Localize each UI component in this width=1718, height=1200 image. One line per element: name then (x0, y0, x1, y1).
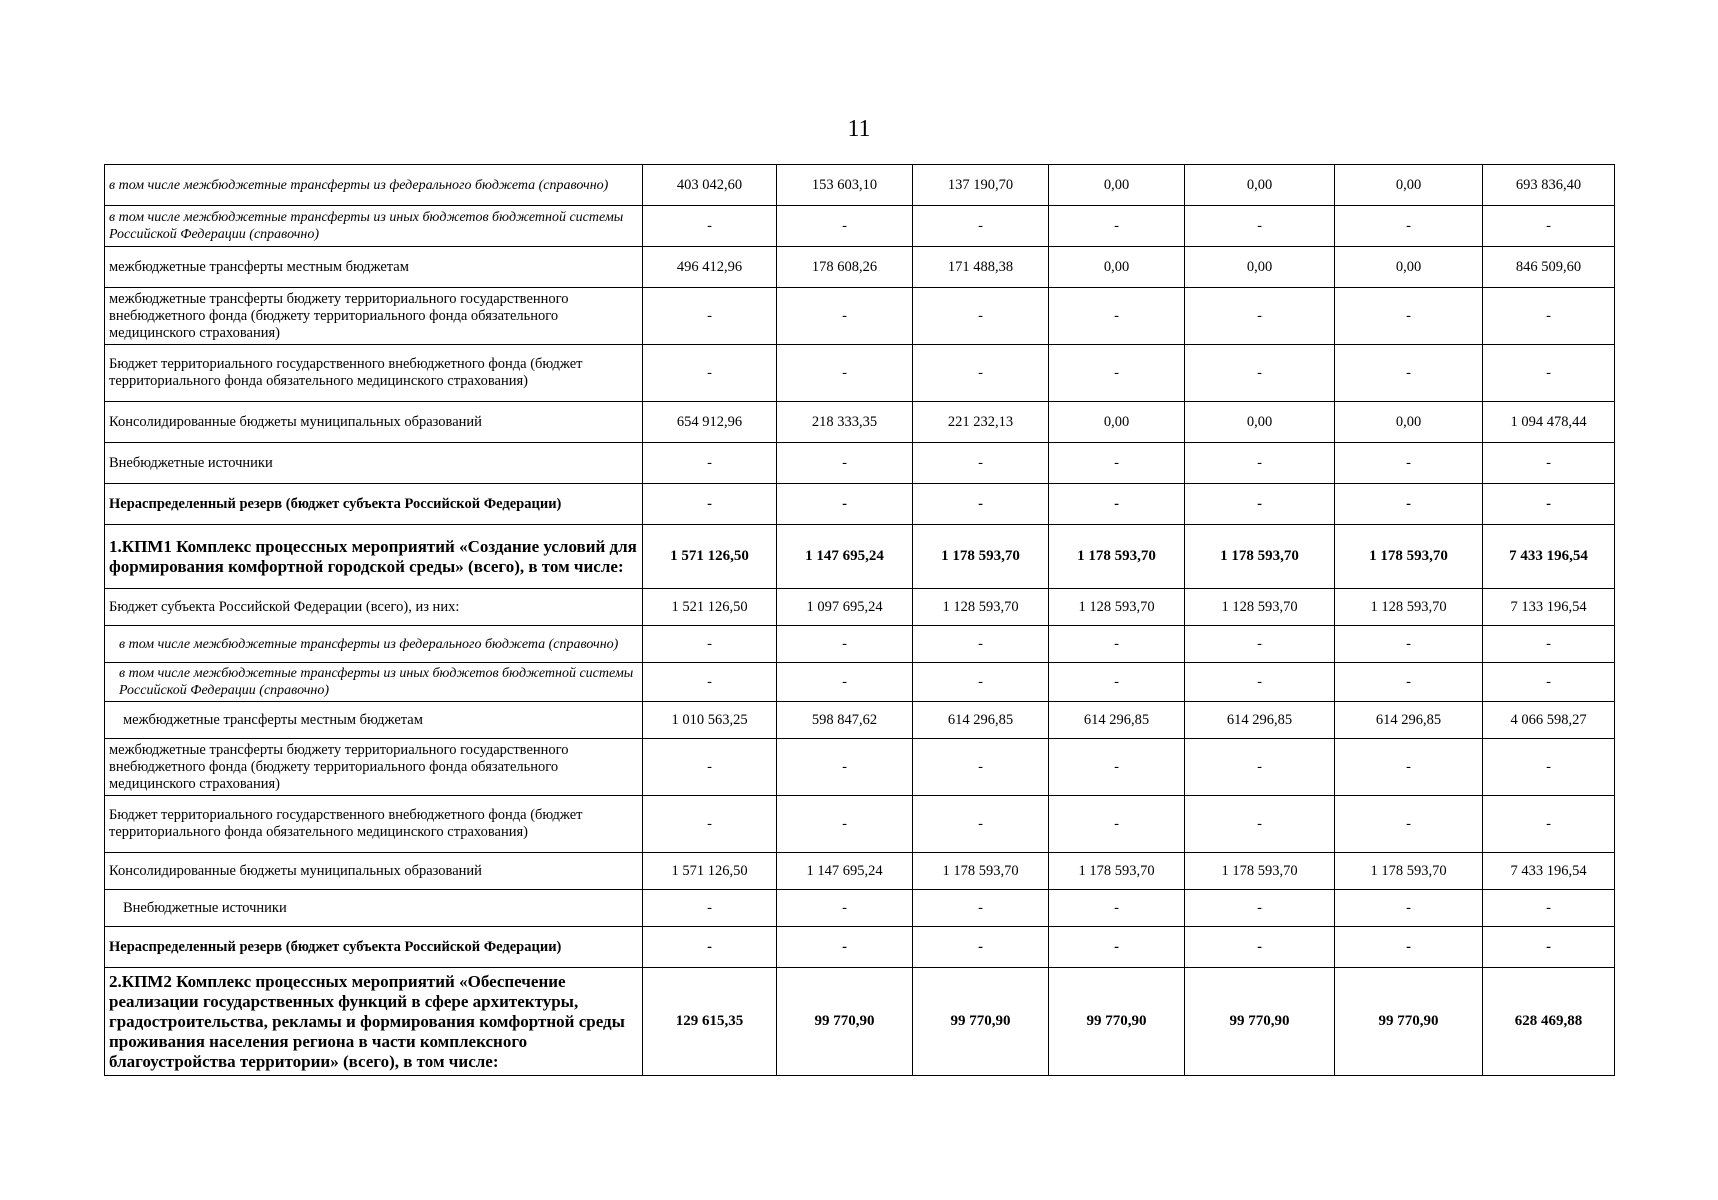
value-cell: 846 509,60 (1483, 247, 1615, 288)
value-cell: 99 770,90 (1049, 968, 1185, 1076)
value-cell: - (1185, 626, 1335, 663)
table-row (105, 288, 1615, 345)
value-cell: - (777, 443, 913, 484)
value-cell: - (1049, 739, 1185, 796)
value-cell: - (643, 663, 777, 702)
value-cell: - (913, 288, 1049, 345)
row-label: Бюджет территориального государственного внебюджетного фонда (бюджет территориального фонда обязательного медицинского страхования) (105, 345, 643, 402)
table-row (105, 165, 1615, 206)
row-label: межбюджетные трансферты бюджету территориального государственного внебюджетного фонда (бюджету территориального фонда обязательного медицинского страхования) (105, 739, 643, 796)
value-cell: - (1483, 288, 1615, 345)
value-cell: - (1185, 927, 1335, 968)
value-cell: 0,00 (1049, 165, 1185, 206)
value-cell: - (913, 890, 1049, 927)
value-cell: - (643, 626, 777, 663)
table-row (105, 702, 1615, 739)
table-row (105, 589, 1615, 626)
value-cell: - (1185, 345, 1335, 402)
value-cell: - (1483, 663, 1615, 702)
value-cell: - (1335, 288, 1483, 345)
value-cell: 4 066 598,27 (1483, 702, 1615, 739)
value-cell: 7 133 196,54 (1483, 589, 1615, 626)
value-cell: 99 770,90 (913, 968, 1049, 1076)
value-cell: 1 178 593,70 (1185, 525, 1335, 589)
value-cell: 1 521 126,50 (643, 589, 777, 626)
table-row (105, 968, 1615, 1076)
row-label: в том числе межбюджетные трансферты из федерального бюджета (справочно) (105, 626, 643, 663)
value-cell: 7 433 196,54 (1483, 525, 1615, 589)
value-cell: - (1049, 288, 1185, 345)
value-cell: - (1335, 890, 1483, 927)
value-cell: 1 147 695,24 (777, 853, 913, 890)
value-cell: 1 128 593,70 (1185, 589, 1335, 626)
value-cell: - (643, 345, 777, 402)
value-cell: - (643, 739, 777, 796)
value-cell: 1 128 593,70 (913, 589, 1049, 626)
value-cell: - (1483, 345, 1615, 402)
value-cell: 0,00 (1185, 402, 1335, 443)
value-cell: 171 488,38 (913, 247, 1049, 288)
row-label: в том числе межбюджетные трансферты из иных бюджетов бюджетной системы Российской Федерации (справочно) (105, 663, 643, 702)
value-cell: - (1335, 663, 1483, 702)
value-cell: 153 603,10 (777, 165, 913, 206)
value-cell: - (913, 484, 1049, 525)
value-cell: 1 147 695,24 (777, 525, 913, 589)
value-cell: - (643, 206, 777, 247)
value-cell: - (1483, 443, 1615, 484)
value-cell: - (1049, 345, 1185, 402)
row-label: в том числе межбюджетные трансферты из федерального бюджета (справочно) (105, 165, 643, 206)
value-cell: 654 912,96 (643, 402, 777, 443)
value-cell: - (1483, 206, 1615, 247)
value-cell: 1 097 695,24 (777, 589, 913, 626)
value-cell: - (1335, 345, 1483, 402)
value-cell: 0,00 (1049, 247, 1185, 288)
value-cell: - (1335, 484, 1483, 525)
table-row (105, 739, 1615, 796)
value-cell: 99 770,90 (1185, 968, 1335, 1076)
value-cell: - (1049, 443, 1185, 484)
table-row (105, 402, 1615, 443)
value-cell: 614 296,85 (1335, 702, 1483, 739)
value-cell: - (643, 443, 777, 484)
value-cell: 614 296,85 (1185, 702, 1335, 739)
value-cell: 403 042,60 (643, 165, 777, 206)
value-cell: - (913, 345, 1049, 402)
value-cell: - (1049, 927, 1185, 968)
table-row (105, 525, 1615, 589)
table-row (105, 345, 1615, 402)
value-cell: - (913, 739, 1049, 796)
value-cell: - (913, 206, 1049, 247)
value-cell: - (1335, 206, 1483, 247)
value-cell: 1 178 593,70 (1185, 853, 1335, 890)
value-cell: - (777, 796, 913, 853)
value-cell: - (777, 345, 913, 402)
value-cell: - (1483, 484, 1615, 525)
value-cell: - (777, 484, 913, 525)
value-cell: 1 128 593,70 (1049, 589, 1185, 626)
value-cell: - (1185, 663, 1335, 702)
value-cell: - (913, 663, 1049, 702)
value-cell: - (1335, 626, 1483, 663)
value-cell: 496 412,96 (643, 247, 777, 288)
value-cell: - (777, 626, 913, 663)
value-cell: - (1335, 739, 1483, 796)
table-row (105, 890, 1615, 927)
value-cell: - (1185, 288, 1335, 345)
value-cell: 221 232,13 (913, 402, 1049, 443)
row-label: Бюджет субъекта Российской Федерации (всего), из них: (105, 589, 643, 626)
value-cell: 7 433 196,54 (1483, 853, 1615, 890)
table-row (105, 796, 1615, 853)
value-cell: - (777, 206, 913, 247)
row-label: Консолидированные бюджеты муниципальных образований (105, 853, 643, 890)
value-cell: - (913, 796, 1049, 853)
value-cell: 1 178 593,70 (1335, 525, 1483, 589)
row-label: Нераспределенный резерв (бюджет субъекта Российской Федерации) (105, 927, 643, 968)
row-label: 1.КПМ1 Комплекс процессных мероприятий «Создание условий для формирования комфортной городской среды» (всего), в том числе: (105, 525, 643, 589)
value-cell: 1 178 593,70 (1049, 525, 1185, 589)
value-cell: 598 847,62 (777, 702, 913, 739)
value-cell: 0,00 (1185, 247, 1335, 288)
value-cell: 628 469,88 (1483, 968, 1615, 1076)
table-row (105, 484, 1615, 525)
budget-table (104, 164, 1615, 1076)
value-cell: - (1483, 796, 1615, 853)
value-cell: - (777, 927, 913, 968)
row-label: Внебюджетные источники (105, 443, 643, 484)
value-cell: - (913, 927, 1049, 968)
value-cell: - (1335, 796, 1483, 853)
value-cell: 1 178 593,70 (1049, 853, 1185, 890)
value-cell: - (913, 626, 1049, 663)
value-cell: 178 608,26 (777, 247, 913, 288)
value-cell: - (777, 739, 913, 796)
value-cell: - (1185, 890, 1335, 927)
row-label: Бюджет территориального государственного внебюджетного фонда (бюджет территориального фонда обязательного медицинского страхования) (105, 796, 643, 853)
value-cell: - (1185, 206, 1335, 247)
value-cell: - (1049, 663, 1185, 702)
value-cell: 1 094 478,44 (1483, 402, 1615, 443)
value-cell: - (1185, 739, 1335, 796)
value-cell: - (643, 927, 777, 968)
value-cell: - (1335, 927, 1483, 968)
table-row (105, 853, 1615, 890)
row-label: 2.КПМ2 Комплекс процессных мероприятий «Обеспечение реализации государственных функций в сфере архитектуры, градостроительства, рекламы и формирования комфортной среды проживания населения региона в части комплексного благоустройства территории» (всего), в том числе: (105, 968, 643, 1076)
value-cell: - (1049, 484, 1185, 525)
value-cell: 1 010 563,25 (643, 702, 777, 739)
table-row (105, 443, 1615, 484)
value-cell: 0,00 (1049, 402, 1185, 443)
value-cell: 129 615,35 (643, 968, 777, 1076)
value-cell: 137 190,70 (913, 165, 1049, 206)
row-label: межбюджетные трансферты местным бюджетам (105, 702, 643, 739)
row-label: Консолидированные бюджеты муниципальных образований (105, 402, 643, 443)
value-cell: 218 333,35 (777, 402, 913, 443)
value-cell: - (1185, 796, 1335, 853)
value-cell: 0,00 (1335, 165, 1483, 206)
value-cell: 1 178 593,70 (913, 853, 1049, 890)
value-cell: - (777, 663, 913, 702)
value-cell: - (777, 288, 913, 345)
row-label: Внебюджетные источники (105, 890, 643, 927)
value-cell: - (1483, 626, 1615, 663)
value-cell: - (777, 890, 913, 927)
value-cell: - (1335, 443, 1483, 484)
table-row (105, 927, 1615, 968)
value-cell: 1 178 593,70 (1335, 853, 1483, 890)
table-row (105, 247, 1615, 288)
value-cell: - (1049, 796, 1185, 853)
value-cell: - (1185, 484, 1335, 525)
value-cell: 693 836,40 (1483, 165, 1615, 206)
value-cell: 1 571 126,50 (643, 853, 777, 890)
value-cell: - (1483, 927, 1615, 968)
value-cell: - (913, 443, 1049, 484)
value-cell: - (643, 796, 777, 853)
row-label: Нераспределенный резерв (бюджет субъекта Российской Федерации) (105, 484, 643, 525)
row-label: в том числе межбюджетные трансферты из иных бюджетов бюджетной системы Российской Федерации (справочно) (105, 206, 643, 247)
value-cell: 0,00 (1185, 165, 1335, 206)
value-cell: - (1049, 626, 1185, 663)
value-cell: 614 296,85 (913, 702, 1049, 739)
table-row (105, 626, 1615, 663)
row-label: межбюджетные трансферты местным бюджетам (105, 247, 643, 288)
value-cell: - (1049, 206, 1185, 247)
value-cell: - (643, 890, 777, 927)
value-cell: 1 178 593,70 (913, 525, 1049, 589)
value-cell: 0,00 (1335, 247, 1483, 288)
value-cell: 99 770,90 (777, 968, 913, 1076)
value-cell: - (1049, 890, 1185, 927)
table-row (105, 206, 1615, 247)
value-cell: 614 296,85 (1049, 702, 1185, 739)
value-cell: 0,00 (1335, 402, 1483, 443)
value-cell: - (643, 288, 777, 345)
row-label: межбюджетные трансферты бюджету территориального государственного внебюджетного фонда (бюджету территориального фонда обязательного медицинского страхования) (105, 288, 643, 345)
value-cell: - (1483, 739, 1615, 796)
value-cell: - (1185, 443, 1335, 484)
value-cell: 1 128 593,70 (1335, 589, 1483, 626)
value-cell: - (1483, 890, 1615, 927)
value-cell: 1 571 126,50 (643, 525, 777, 589)
page-number: 11 (847, 116, 871, 142)
value-cell: - (643, 484, 777, 525)
table-row (105, 663, 1615, 702)
value-cell: 99 770,90 (1335, 968, 1483, 1076)
